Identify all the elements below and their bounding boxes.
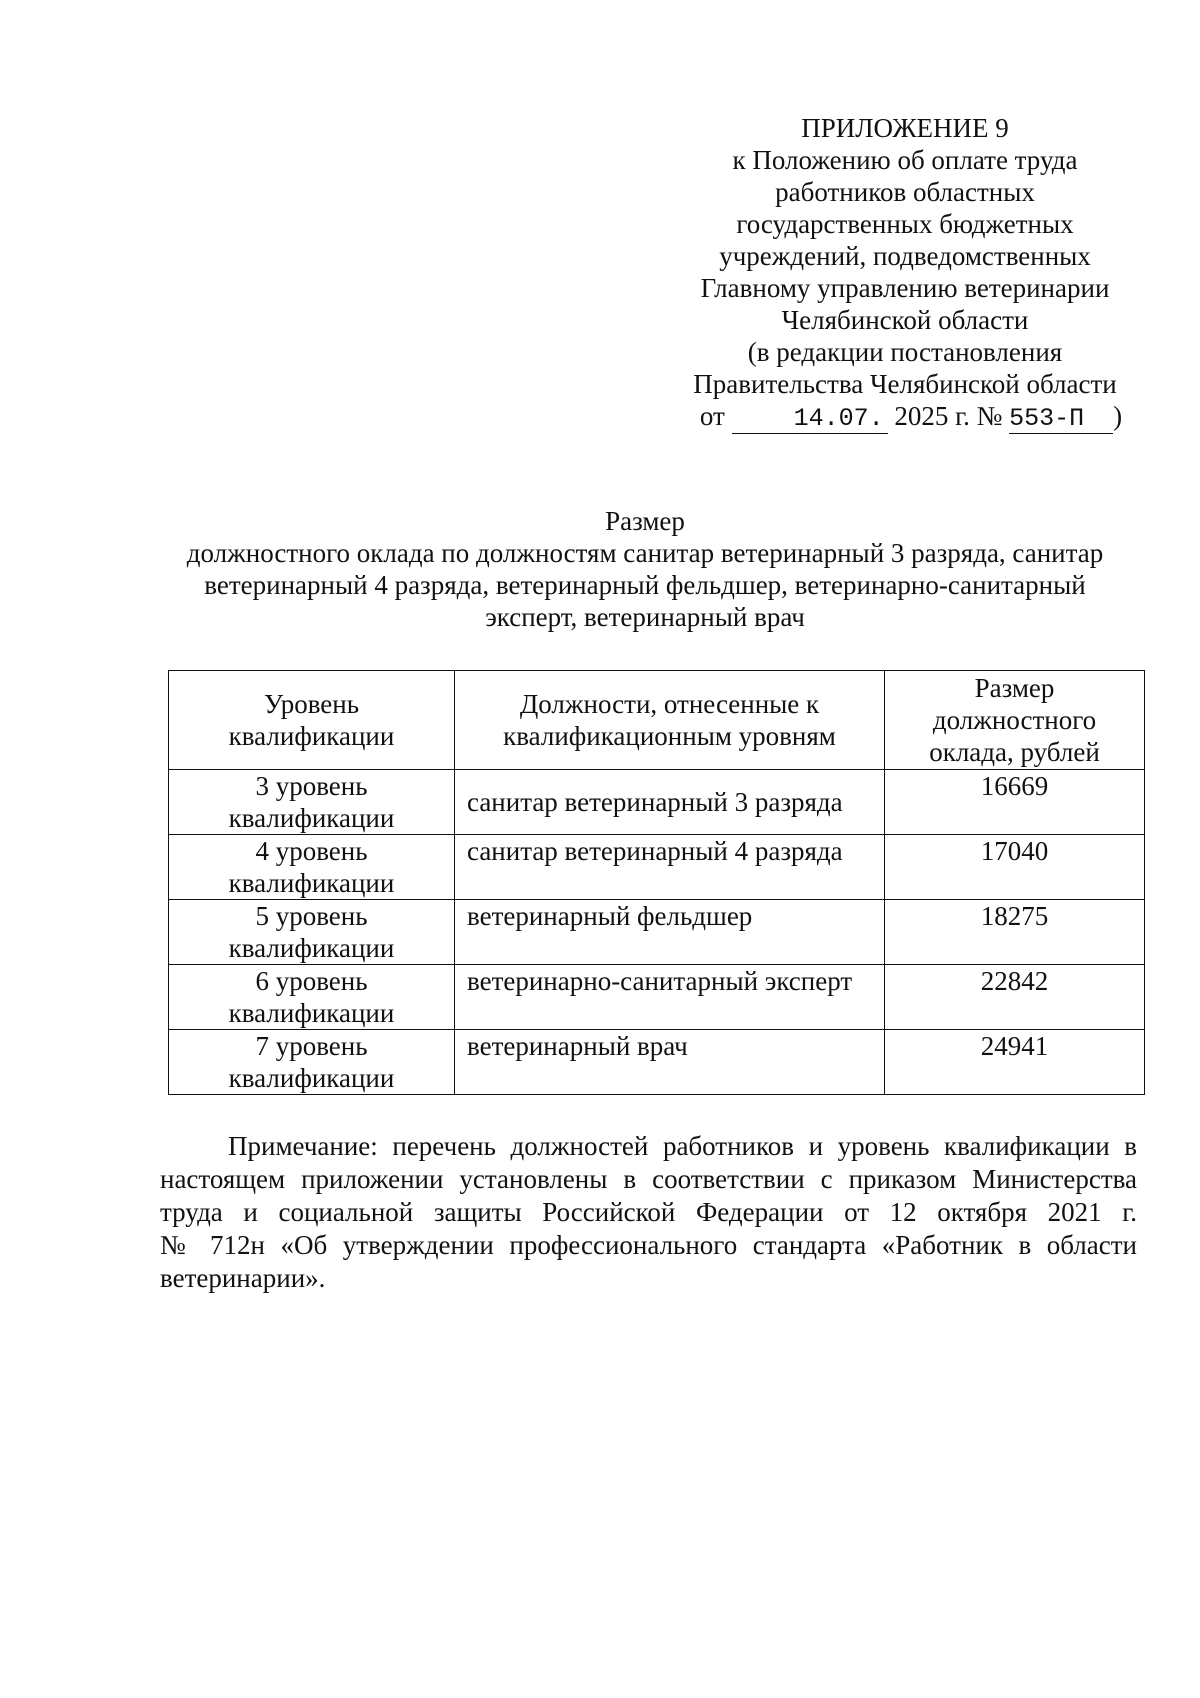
- heading-line: ветеринарный 4 разряда, ветеринарный фельдшер, ветеринарно-санитарный: [204, 570, 1086, 600]
- salary-amount: 22842: [885, 965, 1145, 1030]
- appendix-line: к Положению об оплате труда: [732, 145, 1078, 175]
- heading-title: Размер: [605, 506, 685, 536]
- note-line: Примечание: перечень должностей работников и уровень квалификации в: [228, 1131, 1137, 1161]
- table-header-row: [169, 671, 1145, 770]
- note-paragraph: [160, 1130, 1137, 1295]
- table-row: [169, 965, 1145, 1030]
- appendix-line: учреждений, подведомственных: [719, 241, 1091, 271]
- document-heading: [150, 505, 1140, 633]
- salary-amount: 24941: [885, 1030, 1145, 1095]
- date-prefix: от: [699, 401, 725, 431]
- note-line: настоящем приложении установлены в соответствии с приказом Министерства: [160, 1164, 1137, 1194]
- note-line: труда и социальной защиты Российской Федерации от 12 октября 2021 г.: [160, 1197, 1137, 1227]
- position-name: ветеринарный фельдшер: [455, 900, 885, 965]
- resolution-date-line: [671, 400, 1151, 434]
- closing-paren: ): [1113, 401, 1123, 431]
- table-row: [169, 835, 1145, 900]
- qualification-level: 4 уровень квалификации: [169, 835, 455, 900]
- heading-line: должностного оклада по должностям санитар ветеринарный 3 разряда, санитар: [186, 538, 1104, 568]
- qualification-level: 6 уровень квалификации: [169, 965, 455, 1030]
- appendix-line: государственных бюджетных: [736, 209, 1074, 239]
- qualification-level: 5 уровень квалификации: [169, 900, 455, 965]
- note-line: ветеринарии».: [160, 1263, 326, 1293]
- salary-amount: 18275: [885, 900, 1145, 965]
- salary-amount: 16669: [885, 770, 1145, 835]
- header-level: Уровень квалификации: [169, 671, 455, 770]
- appendix-line: Главному управлению ветеринарии: [700, 273, 1110, 303]
- position-name: санитар ветеринарный 3 разряда: [455, 770, 885, 835]
- appendix-line: Челябинской области: [781, 305, 1029, 335]
- position-name: санитар ветеринарный 4 разряда: [455, 835, 885, 900]
- header-positions: Должности, отнесенные к квалификационным уровням: [455, 671, 885, 770]
- position-name: ветеринарно-санитарный эксперт: [455, 965, 885, 1030]
- salary-amount: 17040: [885, 835, 1145, 900]
- appendix-line: (в редакции постановления: [747, 337, 1063, 367]
- appendix-header: [665, 112, 1145, 434]
- heading-line: эксперт, ветеринарный врач: [485, 602, 805, 632]
- resolution-date: 14.07.: [732, 405, 888, 434]
- appendix-line: Правительства Челябинской области: [693, 369, 1117, 399]
- header-salary: Размер должностного оклада, рублей: [885, 671, 1145, 770]
- table-row: [169, 1030, 1145, 1095]
- qualification-level: 3 уровень квалификации: [169, 770, 455, 835]
- resolution-number: 553-П: [1009, 405, 1113, 434]
- qualification-level: 7 уровень квалификации: [169, 1030, 455, 1095]
- table-row: [169, 770, 1145, 835]
- salary-table: [168, 670, 1145, 1095]
- table-row: [169, 900, 1145, 965]
- note-line: № 712н «Об утверждении профессионального стандарта «Работник в области: [160, 1230, 1137, 1260]
- appendix-title: ПРИЛОЖЕНИЕ 9: [801, 113, 1009, 143]
- position-name: ветеринарный врач: [455, 1030, 885, 1095]
- year-text: 2025 г. №: [894, 401, 1003, 431]
- appendix-line: работников областных: [775, 177, 1035, 207]
